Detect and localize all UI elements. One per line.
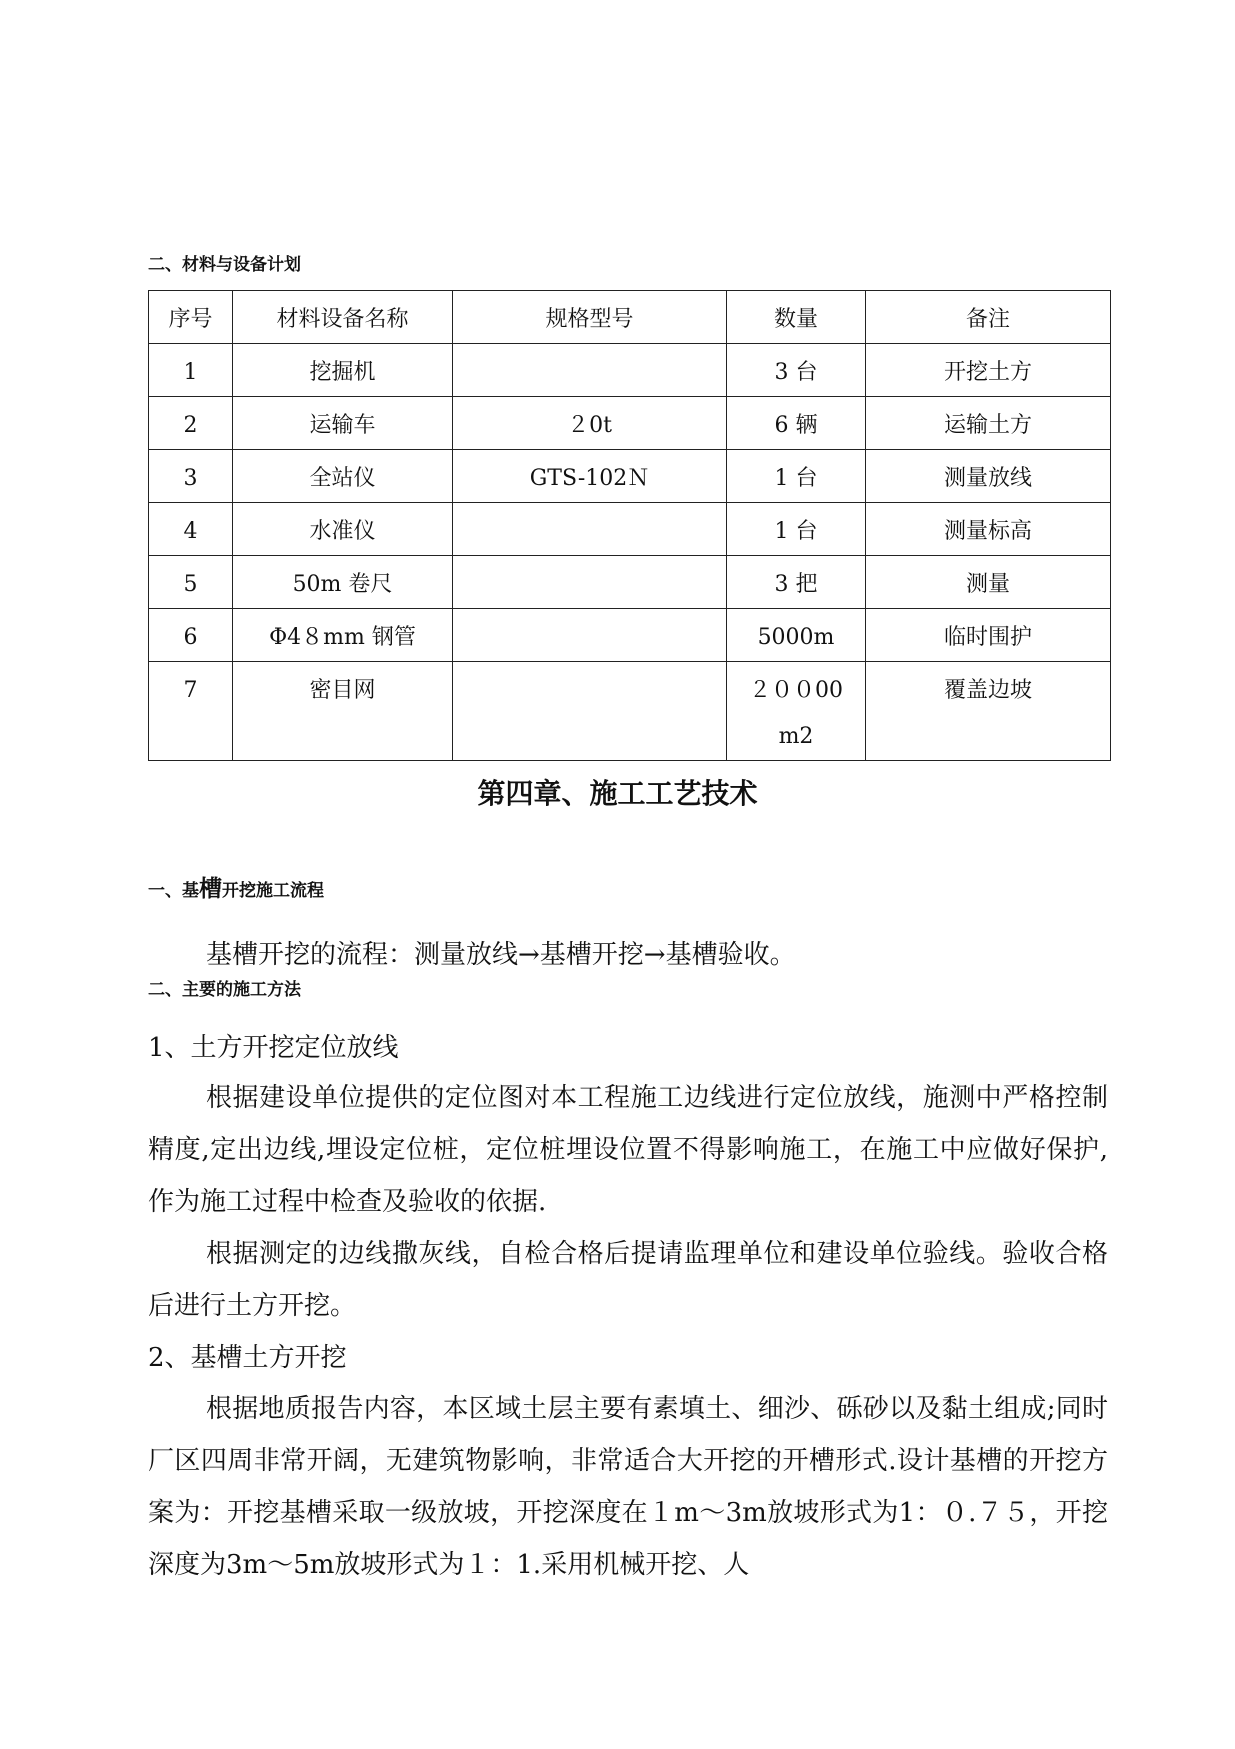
header-no: 序号 — [149, 291, 233, 344]
heading-flow-big: 槽 — [199, 876, 222, 902]
table-row — [149, 609, 1111, 662]
cell-qty: 6 辆 — [727, 397, 866, 450]
cell-spec — [453, 556, 727, 609]
cell-no: 3 — [149, 450, 233, 503]
table-row — [149, 344, 1111, 397]
flow-text: 基槽开挖的流程：测量放线→基槽开挖→基槽验收。 — [206, 940, 796, 970]
cell-qty: 5000m — [727, 609, 866, 662]
header-qty: 数量 — [727, 291, 866, 344]
cell-spec: ２0t — [453, 397, 727, 450]
heading-flow-prefix: 一、基 — [148, 881, 199, 901]
table-row — [149, 450, 1111, 503]
cell-name: 全站仪 — [233, 450, 453, 503]
section-heading-flow — [148, 870, 324, 903]
table-row — [149, 556, 1111, 609]
section-heading-materials: 二、材料与设备计划 — [148, 255, 301, 275]
table-row — [149, 662, 1111, 761]
cell-qty: 3 台 — [727, 344, 866, 397]
cell-note: 运输土方 — [866, 397, 1111, 450]
cell-note: 测量标高 — [866, 503, 1111, 556]
cell-spec — [453, 609, 727, 662]
table-header-row — [149, 291, 1111, 344]
cell-no: 6 — [149, 609, 233, 662]
table-row — [149, 503, 1111, 556]
cell-name: 运输车 — [233, 397, 453, 450]
cell-qty: 3 把 — [727, 556, 866, 609]
cell-no: 7 — [149, 662, 233, 761]
cell-name: 挖掘机 — [233, 344, 453, 397]
header-name: 材料设备名称 — [233, 291, 453, 344]
cell-name: 水准仪 — [233, 503, 453, 556]
subsection-title-1: 1、土方开挖定位放线 — [148, 1033, 399, 1063]
cell-name: 50m 卷尺 — [233, 556, 453, 609]
cell-spec — [453, 503, 727, 556]
equipment-table — [148, 290, 1111, 761]
cell-no: 2 — [149, 397, 233, 450]
cell-spec: GTS-102Ｎ — [453, 450, 727, 503]
cell-note: 临时围护 — [866, 609, 1111, 662]
cell-qty: 1 台 — [727, 503, 866, 556]
cell-qty: 1 台 — [727, 450, 866, 503]
heading-flow-suffix: 开挖施工流程 — [222, 881, 324, 901]
header-note: 备注 — [866, 291, 1111, 344]
cell-note: 覆盖边坡 — [866, 662, 1111, 761]
cell-note: 开挖土方 — [866, 344, 1111, 397]
cell-no: 5 — [149, 556, 233, 609]
cell-spec — [453, 344, 727, 397]
paragraph-1-1: 根据建设单位提供的定位图对本工程施工边线进行定位放线，施测中严格控制精度,定出边线,埋设定位桩，定位桩埋设位置不得影响施工，在施工中应做好保护,作为施工过程中检查及验收的依据. — [148, 1083, 1108, 1217]
cell-qty-text: ２００00m2 — [749, 678, 843, 749]
header-spec: 规格型号 — [453, 291, 727, 344]
cell-note: 测量 — [866, 556, 1111, 609]
cell-name: Φ4８mm 钢管 — [233, 609, 453, 662]
table-row — [149, 397, 1111, 450]
section-heading-methods: 二、主要的施工方法 — [148, 980, 301, 1000]
cell-note: 测量放线 — [866, 450, 1111, 503]
cell-spec — [453, 662, 727, 761]
paragraph-1-2: 根据测定的边线撒灰线，自检合格后提请监理单位和建设单位验线。验收合格后进行土方开挖。 — [148, 1239, 1108, 1321]
subsection-title-2: 2、基槽土方开挖 — [148, 1343, 347, 1373]
paragraph-2-1: 根据地质报告内容，本区域土层主要有素填土、细沙、砾砂以及黏土组成;同时厂区四周非常开阔，无建筑物影响，非常适合大开挖的开槽形式.设计基槽的开挖方案为：开挖基槽采取一级放坡，开挖深度在１m～3m放坡形式为1：０.７５，开挖深度为3m～5m放坡形式为１：1.采用机械开挖、人 — [148, 1394, 1108, 1580]
cell-qty — [727, 662, 866, 761]
chapter-title: 第四章、施工工艺技术 — [477, 777, 758, 810]
cell-no: 4 — [149, 503, 233, 556]
cell-name: 密目网 — [233, 662, 453, 761]
cell-no: 1 — [149, 344, 233, 397]
